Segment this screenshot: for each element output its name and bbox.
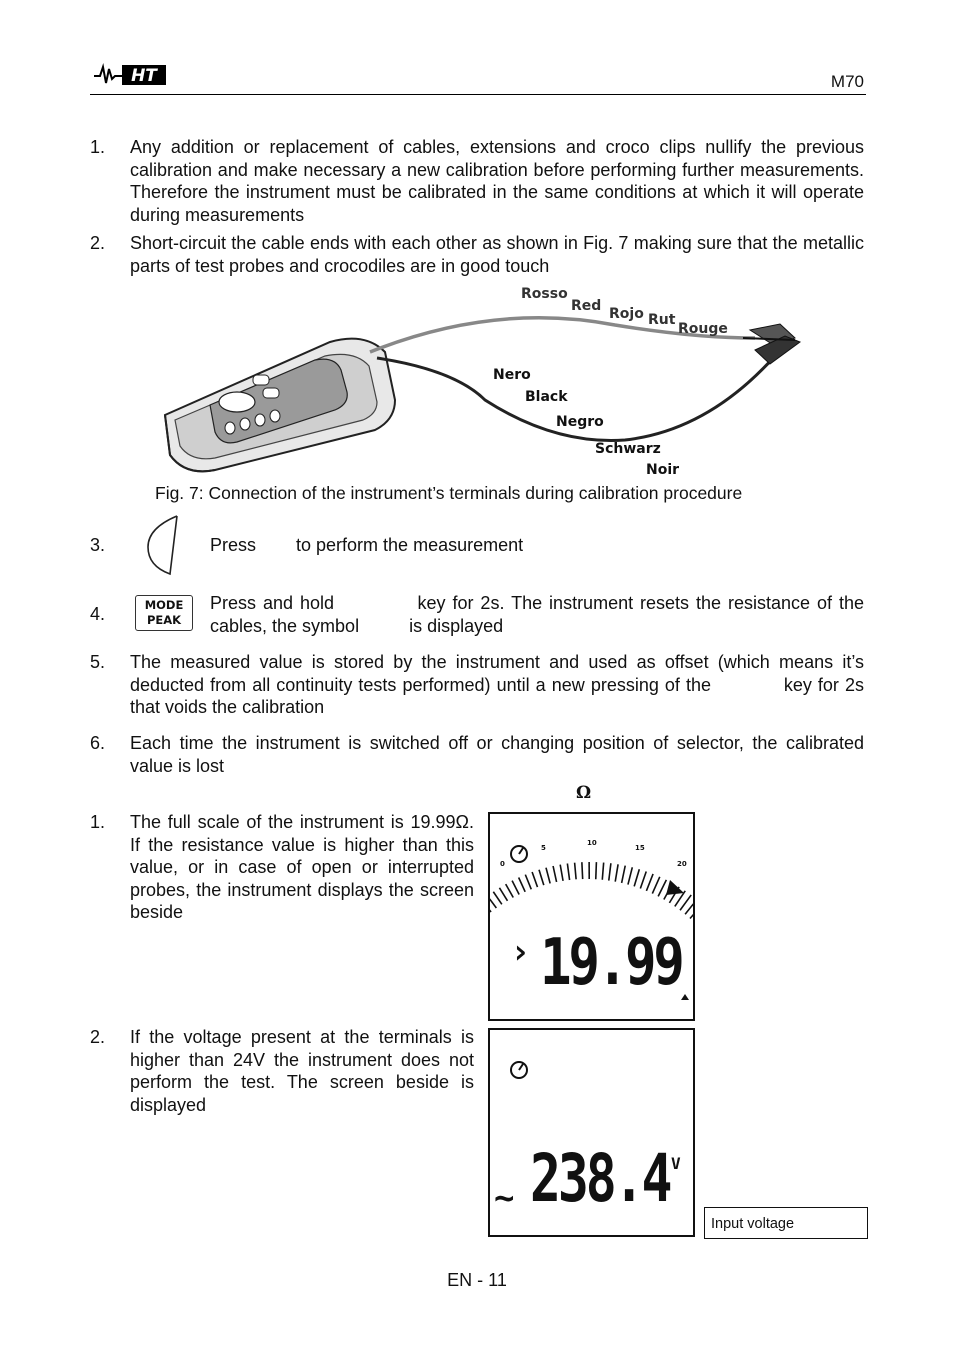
- header-rule: [90, 94, 866, 95]
- label-rosso: Rosso: [521, 286, 568, 302]
- step-text: If the voltage present at the terminals is higher than 24V the instrument does not perform the test. The screen beside is displayed: [130, 1027, 474, 1115]
- lcd-unit: V: [671, 1154, 681, 1173]
- lcd-ac-prefix: ~: [494, 1178, 515, 1218]
- page-number: EN - 11: [447, 1270, 507, 1290]
- step-number: 1.: [90, 137, 106, 157]
- label-negro: Negro: [556, 414, 604, 430]
- lcd-value: 19.99: [540, 926, 682, 1000]
- bargraph-segment: [575, 863, 576, 880]
- key-label-mode: MODE: [144, 598, 184, 612]
- step-text: The full scale of the instrument is 19.99Ω. If the resistance value is higher than this value, or in case of open or interrupted probes, the instrument displays the screen beside: [130, 812, 474, 922]
- bargraph-segment: [525, 875, 531, 890]
- bargraph-segment: [519, 878, 526, 892]
- ht-logo: [92, 60, 170, 88]
- label-black: Black: [525, 389, 568, 405]
- step-2: [90, 232, 864, 278]
- key-label-peak: PEAK: [146, 613, 182, 627]
- step-text: The measured value is stored by the instrument and used as offset (which means it’s deducted from all continuity tests performed) until a new pressing of the key for 2s that voids the calibration: [130, 652, 870, 717]
- bargraph-segment: [553, 866, 557, 882]
- bargraph-segment: [596, 862, 597, 879]
- step-text: Any addition or replacement of cables, extensions and croco clips nullify the previous calibration and make necessary a new calibration before performing further measurements. Therefore the instrument must be calibrated in the same conditions at which it will operate during measurements: [130, 137, 864, 225]
- warning-icon: [681, 994, 689, 1000]
- calibration-figure: [155, 280, 815, 480]
- scale-label-15: 15: [635, 844, 645, 852]
- label-rouge: Rouge: [678, 321, 728, 337]
- bargraph-segment: [506, 884, 514, 897]
- instrument-illustration: [165, 339, 395, 472]
- mode-peak-key-icon: [135, 595, 193, 631]
- step-text: Each time the instrument is switched off or changing position of selector, the calibrated value is lost: [130, 733, 864, 776]
- bargraph-segment: [499, 888, 507, 901]
- bargraph-segment: [532, 872, 537, 887]
- bargraph-segment: [615, 864, 618, 881]
- figure-caption: Fig. 7: Connection of the instrument’s terminals during calibration procedure: [155, 483, 743, 503]
- logo-text: HT: [131, 66, 157, 86]
- bargraph-segment: [634, 869, 639, 886]
- bargraph-segment: [490, 896, 496, 908]
- step-number: 2.: [90, 233, 106, 253]
- lcd-value: 238.4: [530, 1140, 670, 1217]
- step-1: [90, 136, 864, 226]
- timer-icon: [511, 846, 527, 862]
- scale-label-20: 20: [677, 860, 687, 868]
- step-4-text: Press and hold key for 2s. The instrument resets the resistance of the cables, the symbol is displayed: [210, 593, 870, 636]
- model-name: M70: [830, 72, 864, 91]
- bargraph-segment: [493, 892, 502, 905]
- bargraph-segment: [646, 874, 653, 891]
- bargraph-segment: [560, 865, 563, 881]
- bargraph-segment: [609, 863, 611, 880]
- omega-symbol: Ω: [576, 783, 592, 803]
- bargraph-segment: [539, 870, 544, 885]
- label-schwarz: Schwarz: [595, 441, 661, 457]
- bargraph-segment: [628, 867, 632, 884]
- step-4-number: 4.: [90, 604, 106, 624]
- step-number: 1.: [90, 812, 106, 832]
- label-nero: Nero: [493, 367, 531, 383]
- crocodile-clips: [743, 324, 800, 364]
- bargraph-segment: [490, 900, 491, 912]
- scale-label-10: 10: [587, 839, 597, 847]
- bargraph-segment: [658, 880, 666, 897]
- step-number: 2.: [90, 1027, 106, 1047]
- lcd-prefix: ›: [510, 932, 531, 972]
- bargraph-segment: [622, 866, 626, 883]
- lcd-screen-voltage: [488, 1028, 695, 1237]
- bargraph-segment: [640, 871, 646, 888]
- step-3-number: 3.: [90, 535, 106, 555]
- bargraph-arrow-icon: [666, 880, 684, 895]
- bargraph-segment: [512, 881, 519, 895]
- step-number: 5.: [90, 652, 106, 672]
- step-3-text: Press to perform the measurement: [210, 535, 524, 555]
- screen-item-1: [90, 811, 474, 926]
- step-5: [90, 651, 870, 719]
- scale-label-5: 5: [541, 844, 546, 852]
- go-key-icon: [146, 514, 182, 576]
- label-red: Red: [571, 298, 602, 314]
- label-noir: Noir: [646, 462, 680, 478]
- step-6: [90, 732, 864, 778]
- bargraph-segment: [546, 868, 550, 884]
- step-number: 6.: [90, 733, 106, 753]
- bargraph-segment: [582, 862, 583, 879]
- scale-label-0: 0: [500, 860, 505, 868]
- label-rojo: Rojo: [609, 306, 644, 322]
- label-rut: Rut: [648, 312, 676, 328]
- bargraph-segment: [567, 863, 569, 879]
- timer-icon: [511, 1062, 527, 1078]
- screen-item-2: [90, 1026, 474, 1121]
- input-voltage-note: Input voltage: [704, 1207, 868, 1239]
- lcd-screen-overrange: [488, 812, 695, 1021]
- bargraph-segment: [652, 877, 659, 894]
- step-text: Short-circuit the cable ends with each other as shown in Fig. 7 making sure that the metallic parts of test probes and crocodiles are in good touch: [130, 233, 864, 276]
- bargraph-segment: [602, 863, 603, 880]
